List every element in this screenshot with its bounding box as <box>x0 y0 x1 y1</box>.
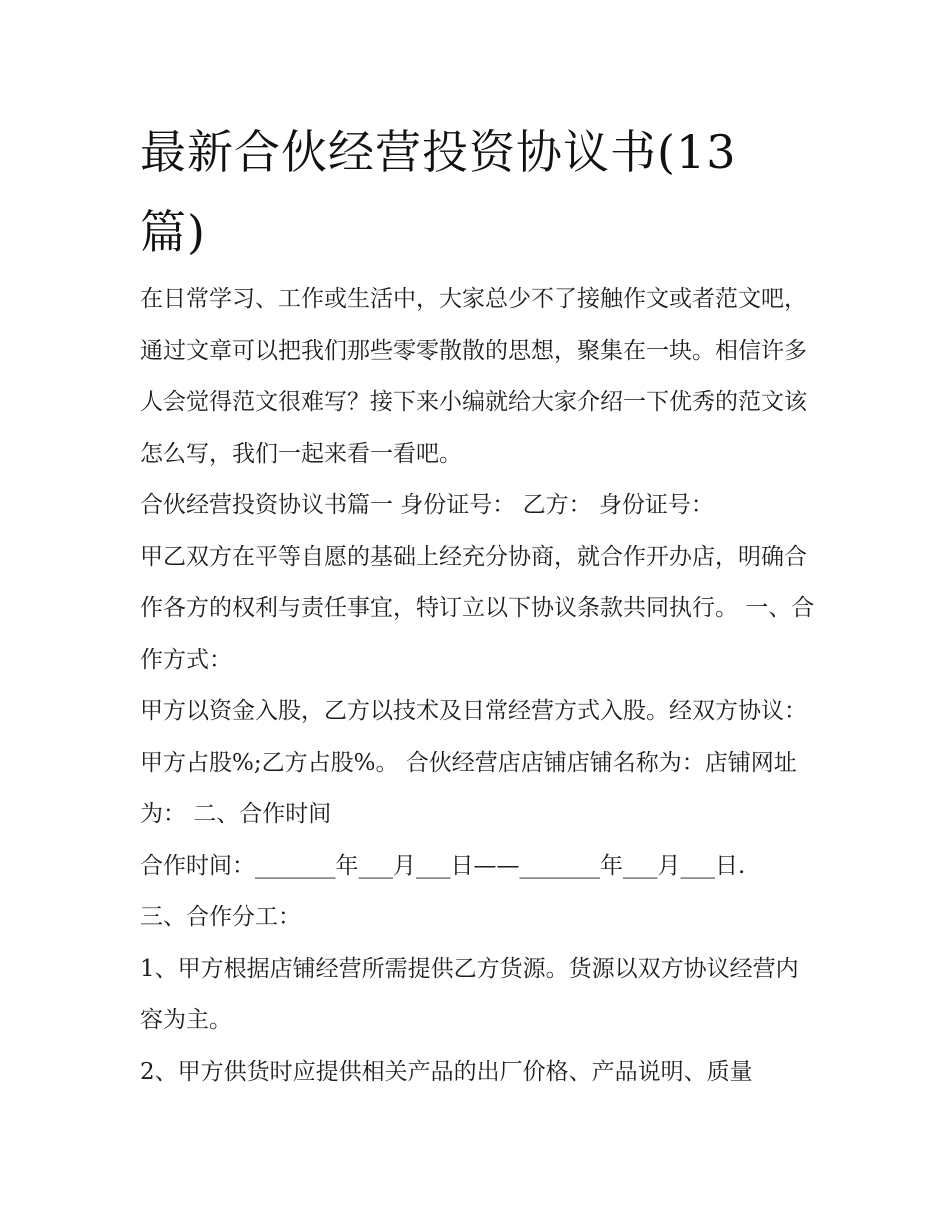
document-title: 最新合伙经营投资协议书(13篇) <box>140 125 737 259</box>
paragraph-chapter-one-header: 合伙经营投资协议书篇一 身份证号： 乙方： 身份证号： <box>140 492 714 518</box>
paragraph-cooperation-method: 甲方以资金入股，乙方以技术及日常经营方式入股。经双方协议： 甲方占股%;乙方占股%。 合伙经营店店铺店铺名称为：店铺网址为： 二、合作时间 <box>140 698 807 827</box>
paragraph-cooperation-time: 合作时间：_______年___月___日——_______年___月___日. <box>140 852 746 879</box>
paragraph-clause-2: 2、甲方供货时应提供相关产品的出厂价格、产品说明、质量 <box>140 1058 753 1085</box>
paragraph-division-heading: 三、合作分工： <box>140 904 301 930</box>
paragraph-intro: 在日常学习、工作或生活中，大家总少不了接触作文或者范文吧，通过文章可以把我们那些零零散散的思想，聚集在一块。相信许多人会觉得范文很难写？接下来小编就给大家介绍一下优秀的范文该怎么写，我们一起来看一看吧。 <box>140 286 807 467</box>
paragraph-clause-1: 1、甲方根据店铺经营所需提供乙方货源。货源以双方协议经营内容为主。 <box>140 955 799 1033</box>
paragraph-preamble: 甲乙双方在平等自愿的基础上经充分协商，就合作开办店，明确合作各方的权利与责任事宜，特订立以下协议条款共同执行。 一、合作方式： <box>140 543 815 673</box>
document-body <box>140 274 820 1098</box>
